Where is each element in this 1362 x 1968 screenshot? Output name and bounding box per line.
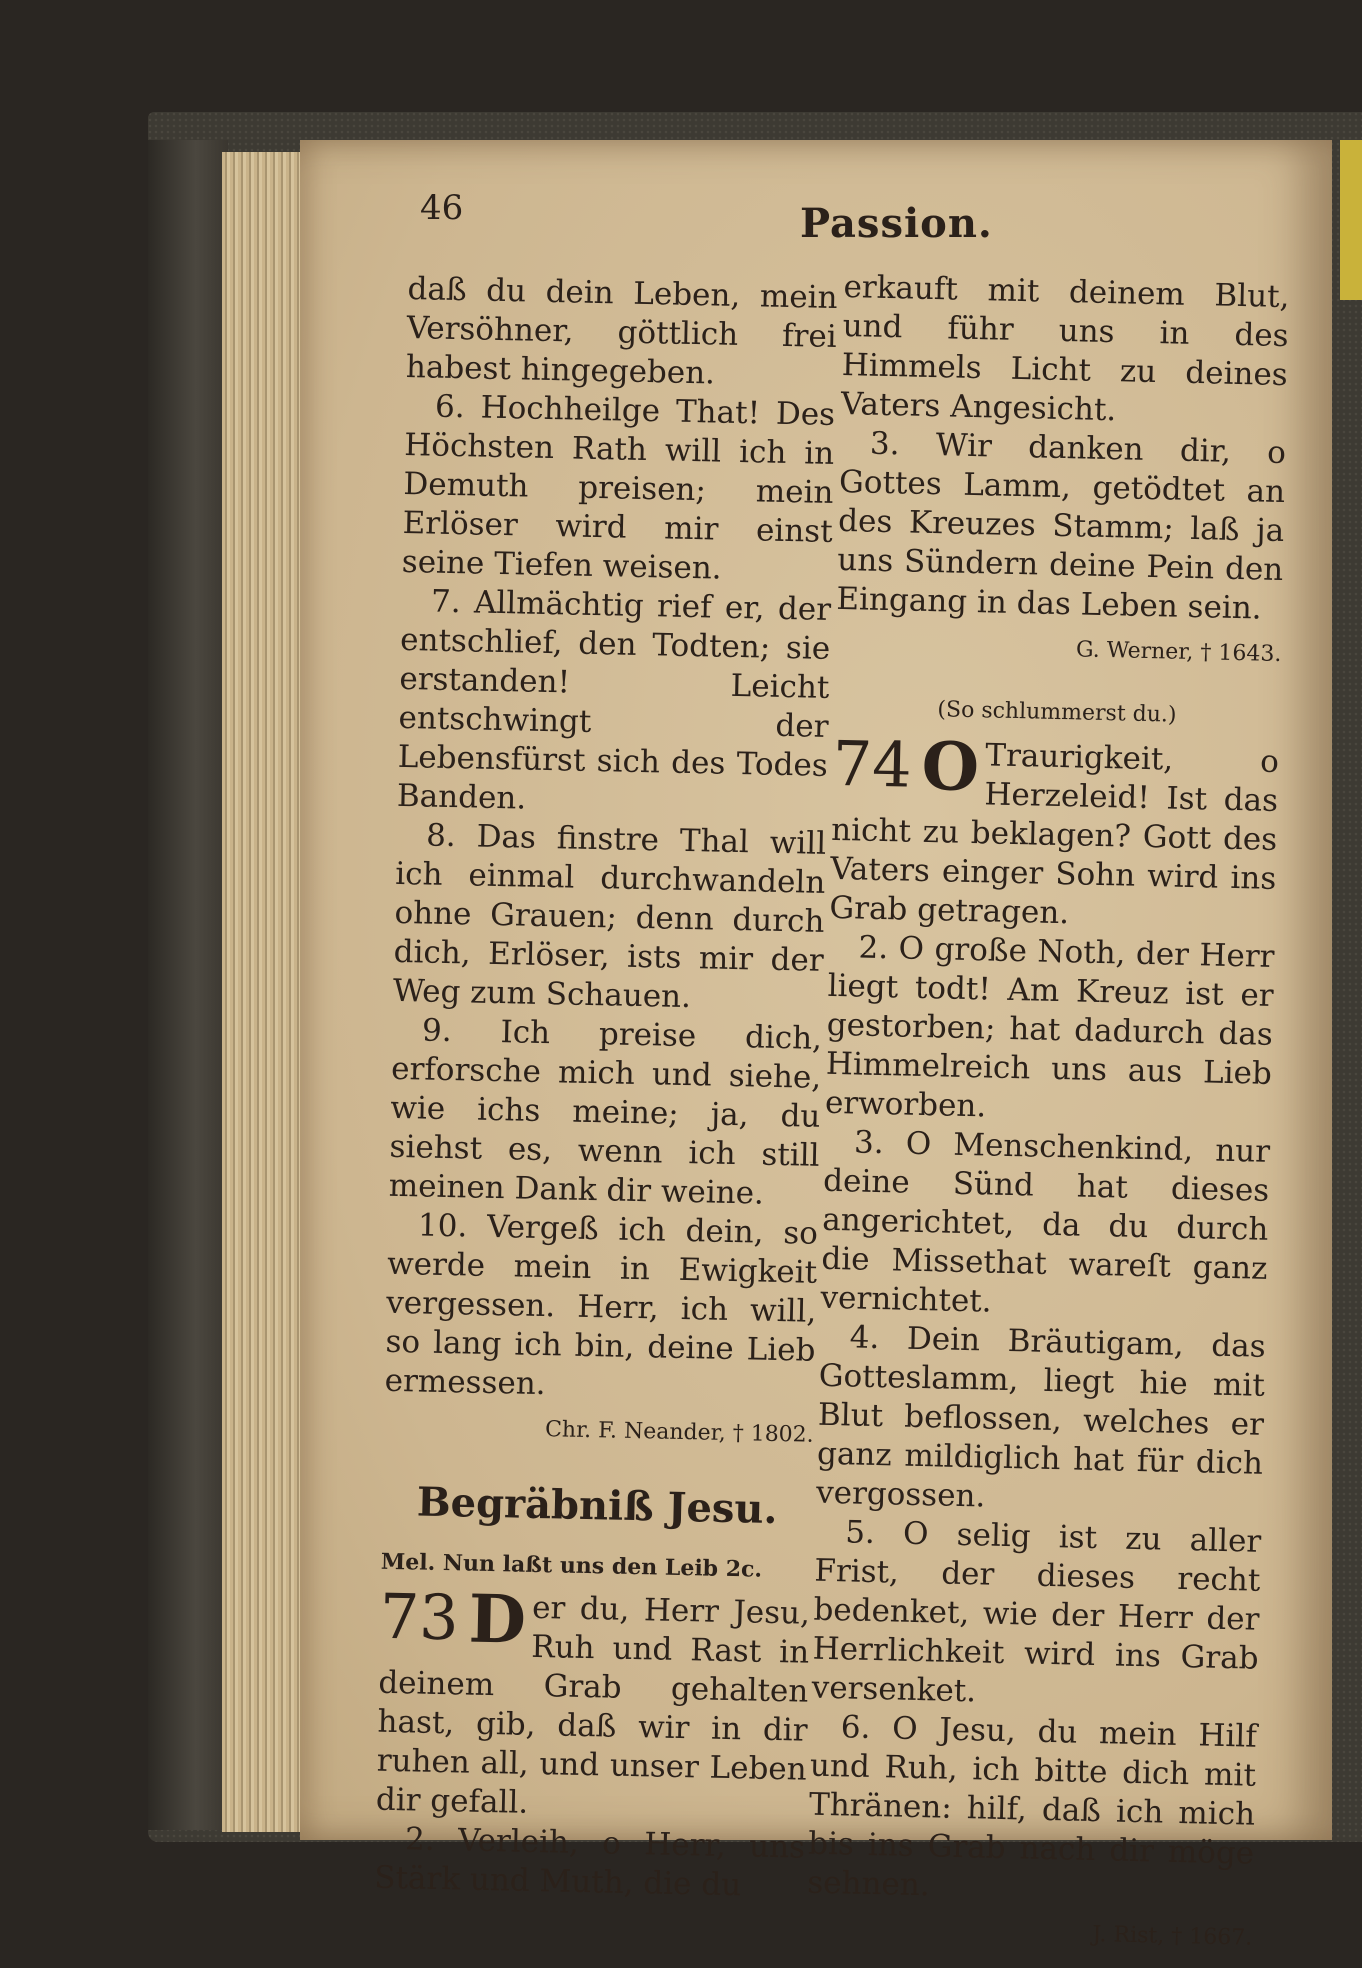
- attribution-werner: G. Werner, † 1643.: [1075, 637, 1282, 668]
- hymn-74-verse-2: 2. O große Noth, der Herr liegt todt! Am Kreuz ist er gestorben; hat dadurch das Himmelreich uns aus Lieb erworben.: [824, 929, 1275, 1125]
- verse-9: 9. Ich preise dich, erforsche mich und siehe, wie ichs meine; ja, du siehst es, wenn ich still meinen Dank dir weine.: [388, 1012, 823, 1212]
- hymn-73-verse-2: 2. Verleih, o Herr, uns Stärk und Muth, die du: [373, 1821, 806, 1904]
- book-spine: [148, 140, 228, 1830]
- hymn-74-text: Traurigkeit, o Herzeleid! Ist das nicht zu beklagen? Gott des Vaters einger Sohn wird ins Grab getragen.: [829, 737, 1280, 932]
- melody-note: Mel. Nun laßt uns den Leib 2c.: [380, 1548, 763, 1583]
- attribution-neander: Chr. F. Neander, † 1802.: [544, 1417, 814, 1448]
- verse-6: 6. Hochheilge That! Des Höchsten Rath will ich in Demuth preisen; mein Erlöser wird mir einst seine Tiefen weisen.: [401, 388, 836, 587]
- melody-note-74: (So schlummerst du.): [937, 697, 1177, 728]
- hymn-74-verse-3: 3. O Menschenkind, nur deine Sünd hat dieses angerichtet, da du durch die Missethat wareſt ganz vernichtet.: [820, 1124, 1271, 1320]
- verse-10: 10. Vergeß ich dein, so werde mein in Ewigkeit vergessen. Herr, ich will, so lang ich bin, deine Lieb ermessen.: [384, 1207, 819, 1403]
- hymn-74-verse-5: 5. O selig ist zu aller Frist, der dieses recht bedenket, wie der Herr der Herrlichkeit wird ins Grab versenket.: [811, 1514, 1262, 1710]
- hymn-number-74: 74: [831, 726, 913, 802]
- right-column: [806, 268, 1290, 1968]
- hymn-73: [375, 1579, 811, 1829]
- hymn-number-73: 73: [379, 1579, 460, 1655]
- running-head: Passion.: [800, 200, 993, 247]
- hymn-74-verse-4: 4. Dein Bräutigam, das Gotteslamm, liegt hie mit Blut beflossen, welches er ganz mildiglich hat für dich vergossen.: [815, 1319, 1267, 1515]
- hymn-73-text: er du, Herr Jesu, Ruh und Rast in deinem Grab gehalten hast, gib, daß wir in dir ruhen all, und unser Leben dir gefall.: [375, 1589, 811, 1821]
- left-column: [374, 270, 838, 1907]
- verse-7: 7. Allmächtig rief er, der entschlief, den Todten; sie erstanden! Leicht entschwingt der Lebensfürst sich des Todes Banden.: [396, 583, 832, 817]
- right-paragraph-1: erkauft mit deinem Blut, und führ uns in des Himmels Licht zu deines Vaters Angesicht.: [840, 268, 1290, 429]
- page-edge-yellow: [1340, 140, 1362, 300]
- page-edges: [222, 152, 312, 1832]
- dropcap-74: O: [920, 726, 981, 807]
- page-number: 46: [420, 188, 464, 228]
- section-title: Begräbniß Jesu.: [416, 1478, 778, 1534]
- left-paragraph-1: daß du dein Leben, mein Versöhner, göttlich frei habest hingegeben.: [405, 270, 838, 392]
- hymn-74: [829, 726, 1280, 938]
- dropcap-73: D: [467, 1579, 527, 1659]
- verse-8: 8. Das finstre Thal will ich einmal durchwandeln ohne Grauen; denn durch dich, Erlöser, ists mir der Weg zum Schauen.: [392, 817, 827, 1016]
- hymn-74-verse-6: 6. O Jesu, du mein Hilf und Ruh, ich bitte dich mit Thränen: hilf, daß ich mich bis ins Grab nach dir möge sehnen.: [806, 1709, 1258, 1904]
- attribution-rist: J. Rist, † 1667.: [1092, 1922, 1253, 1951]
- verse-3: 3. Wir danken dir, o Gottes Lamm, getödtet an des Kreuzes Stamm; laß ja uns Sündern deine Pein den Eingang in das Leben sein.: [836, 425, 1287, 627]
